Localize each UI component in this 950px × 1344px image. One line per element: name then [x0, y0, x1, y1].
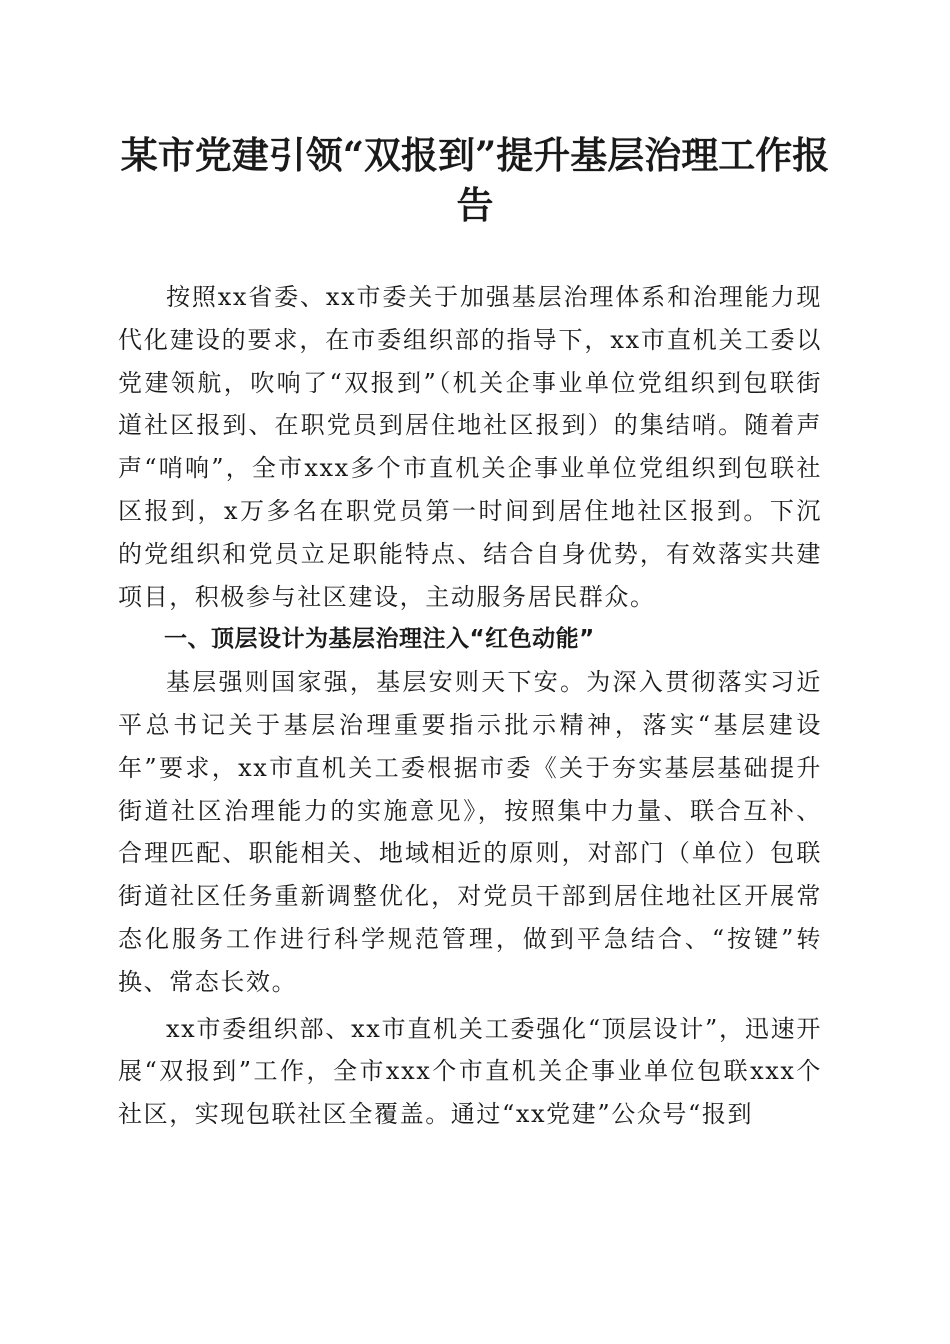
intro-paragraph: 按照xx省委、xx市委关于加强基层治理体系和治理能力现代化建设的要求，在市委组织部的指导下，xx市直机关工委以党建领航，吹响了“双报到”（机关企事业单位党组织到包联街道社区报到、在职党员到居住地社区报到）的集结哨。随着声声“哨响”，全市xxx多个市直机关企事业单位党组织到包联社区报到，x万多名在职党员第一时间到居住地社区报到。下沉的党组织和党员立足职能特点、结合自身优势，有效落实共建项目，积极参与社区建设，主动服务居民群众。: [118, 283, 822, 611]
body-paragraph-1: 基层强则国家强，基层安则天下安。为深入贯彻落实习近平总书记关于基层治理重要指示批示精神，落实“基层建设年”要求，xx市直机关工委根据市委《关于夯实基层基础提升街道社区治理能力的实施意见》，按照集中力量、联合互补、合理匹配、职能相关、地域相近的原则，对部门（单位）包联街道社区任务重新调整优化，对党员干部到居住地社区开展常态化服务工作进行科学规范管理，做到平急结合、“按键”转换、常态长效。: [118, 668, 822, 996]
body-paragraph-2: xx市委组织部、xx市直机关工委强化“顶层设计”，迅速开展“双报到”工作，全市xxx个市直机关企事业单位包联xxx个社区，实现包联社区全覆盖。通过“xx党建”公众号“报到: [118, 1014, 822, 1129]
document-title: 某市党建引领“双报到”提升基层治理工作报告: [120, 133, 830, 227]
section-heading: 一、顶层设计为基层治理注入“红色动能”: [164, 626, 595, 653]
document-body: [118, 276, 822, 1136]
